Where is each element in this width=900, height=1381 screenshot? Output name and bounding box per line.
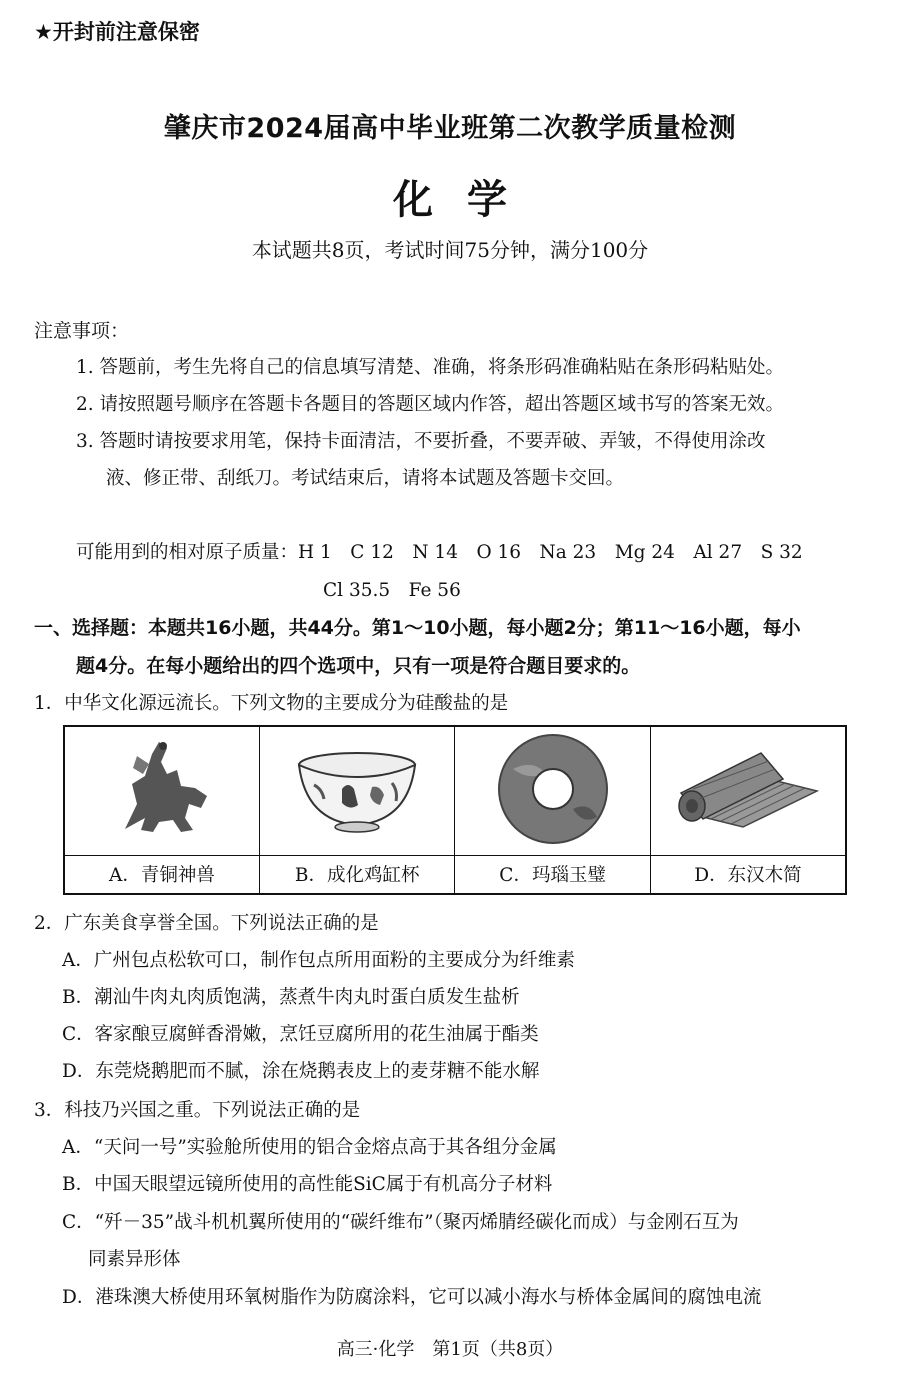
section-heading-line1: 一、选择题：本题共16小题，共44分。第1～10小题，每小题2分；第11～16小题，每小 (34, 617, 801, 639)
answer-option: C．客家酿豆腐鲜香滑嫩，烹饪豆腐所用的花生油属于酯类 (62, 1024, 539, 1045)
notice-item-continued: 液、修正带、刮纸刀。考试结束后，请将本试题及答题卡交回。 (106, 468, 625, 489)
notice-item: 2. 请按照题号顺序在答题卡各题目的答题区域内作答，超出答题区域书写的答案无效。 (76, 394, 785, 415)
answer-option: D．东莞烧鹅肥而不腻，涂在烧鹅表皮上的麦芽糖不能水解 (62, 1061, 540, 1082)
answer-option: B．中国天眼望远镜所使用的高性能SiC属于有机高分子材料 (62, 1174, 553, 1195)
option-caption: B．成化鸡缸杯 (259, 855, 454, 894)
subject-title: 化学 (393, 177, 541, 223)
bronze-beast-image (97, 734, 227, 844)
answer-option-continued: 同素异形体 (88, 1249, 181, 1270)
section-heading-line2: 题4分。在每小题给出的四个选项中，只有一项是符合题目要求的。 (76, 655, 641, 677)
option-caption: D．东汉木简 (650, 855, 846, 894)
atomic-masses-line1: 可能用到的相对原子质量：H 1 C 12 N 14 O 16 Na 23 Mg 24 Al 27 S 32 (76, 542, 803, 563)
question-2-stem: 2．广东美食享誉全国。下列说法正确的是 (34, 913, 379, 934)
chicken-cup-image (292, 739, 422, 839)
answer-option: B．潮汕牛肉丸肉质饱满，蒸煮牛肉丸时蛋白质发生盐析 (62, 987, 520, 1008)
exam-info: 本试题共8页，考试时间75分钟，满分100分 (251, 238, 649, 262)
confidential-notice: ★开封前注意保密 (34, 20, 200, 44)
artifact-cell-b (259, 726, 454, 855)
atomic-masses-line2: Cl 35.5 Fe 56 (323, 580, 461, 601)
option-caption: C．玛瑙玉璧 (455, 855, 650, 894)
option-caption: A．青铜神兽 (64, 855, 259, 894)
answer-option: D．港珠澳大桥使用环氧树脂作为防腐涂料，它可以减小海水与桥体金属间的腐蚀电流 (62, 1287, 762, 1308)
artifact-cell-d (650, 726, 846, 855)
answer-option: C．“歼－35”战斗机机翼所使用的“碳纤维布”（聚丙烯腈经碳化而成）与金刚石互为 (62, 1212, 739, 1233)
notice-item: 3. 答题时请按要求用笔，保持卡面清洁，不要折叠，不要弄破、弄皱，不得使用涂改 (76, 431, 766, 452)
agate-bi-disc-image (493, 729, 613, 849)
artifact-table (63, 725, 847, 895)
artifact-cell-a (64, 726, 259, 855)
page-footer: 高三·化学 第1页（共8页） (336, 1339, 564, 1360)
answer-option: A．“天问一号”实验舱所使用的铝合金熔点高于其各组分金属 (62, 1137, 557, 1158)
exam-title: 肇庆市2024届高中毕业班第二次教学质量检测 (163, 113, 737, 144)
artifact-cell-c (455, 726, 650, 855)
question-3-stem: 3．科技乃兴国之重。下列说法正确的是 (34, 1100, 361, 1121)
notice-item: 1. 答题前，考生先将自己的信息填写清楚、准确，将条形码准确粘贴在条形码粘贴处。 (76, 357, 785, 378)
question-1-stem: 1．中华文化源远流长。下列文物的主要成分为硅酸盐的是 (34, 693, 509, 714)
bamboo-slips-image (673, 739, 823, 839)
answer-option: A．广州包点松软可口，制作包点所用面粉的主要成分为纤维素 (62, 950, 575, 971)
notice-title: 注意事项： (34, 320, 130, 342)
